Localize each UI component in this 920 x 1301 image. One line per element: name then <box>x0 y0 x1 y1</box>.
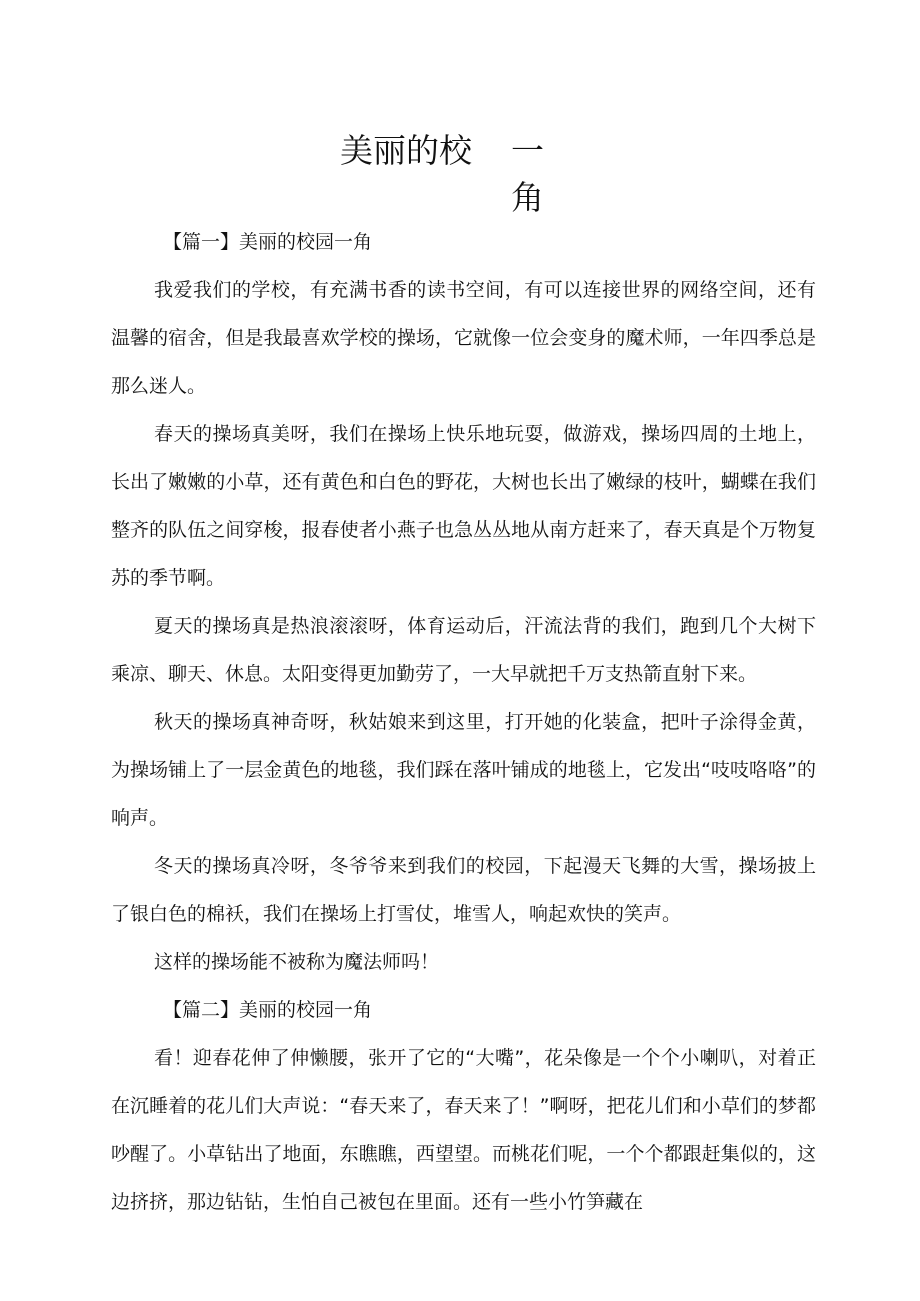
paragraph: 我爱我们的学校，有充满书香的读书空间，有可以连接世界的网络空间，还有温馨的宿舍，但是我最喜欢学校的操场，它就像一位会变身的魔术师，一年四季总是那么迷人。 <box>111 279 816 397</box>
section-heading-2: 【篇二】美丽的校园一角 <box>163 999 373 1021</box>
title-part-2: 一 <box>511 131 544 170</box>
section-heading-1: 【篇一】美丽的校园一角 <box>163 231 373 253</box>
paragraph: 这样的操场能不被称为魔法师吗！ <box>154 951 440 973</box>
paragraph: 秋天的操场真神奇呀，秋姑娘来到这里，打开她的化装盒，把叶子涂得金黄，为操场铺上了一层金黄色的地毯，我们踩在落叶铺成的地毯上，它发出“吱吱咯咯”的响声。 <box>111 711 816 829</box>
paragraph: 夏天的操场真是热浪滚滚呀，体育运动后，汗流法背的我们，跑到几个大树下乘凉、聊天、休息。太阳变得更加勤劳了，一大早就把千万支热箭直射下来。 <box>111 615 816 685</box>
body-text <box>111 218 816 1226</box>
paragraph: 春天的操场真美呀，我们在操场上快乐地玩耍，做游戏，操场四周的土地上，长出了嫩嫩的小草，还有黄色和白色的野花，大树也长出了嫩绿的枝叶，蝴蝶在我们整齐的队伍之间穿梭，报春使者小燕子也急丛丛地从南方赶来了，春天真是个万物复苏的季节啊。 <box>111 423 816 589</box>
paragraph: 冬天的操场真冷呀，冬爷爷来到我们的校园，下起漫天飞舞的大雪，操场披上了银白色的棉袄，我们在操场上打雪仗，堆雪人，响起欢快的笑声。 <box>111 855 816 925</box>
title-part-3: 角 <box>511 178 544 217</box>
paragraph: 看！迎春花伸了伸懒腰，张开了它的“大嘴”，花朵像是一个个小喇叭，对着正在沉睡着的花儿们大声说：“春天来了，春天来了！”啊呀，把花儿们和小草们的梦都吵醒了。小草钻出了地面，东瞧瞧，西望望。而桃花们呢，一个个都跟赶集似的，这边挤挤，那边钻钻，生怕自己被包在里面。还有一些小竹笋藏在 <box>111 1047 816 1213</box>
title-part-1: 美丽的校 <box>340 131 472 170</box>
